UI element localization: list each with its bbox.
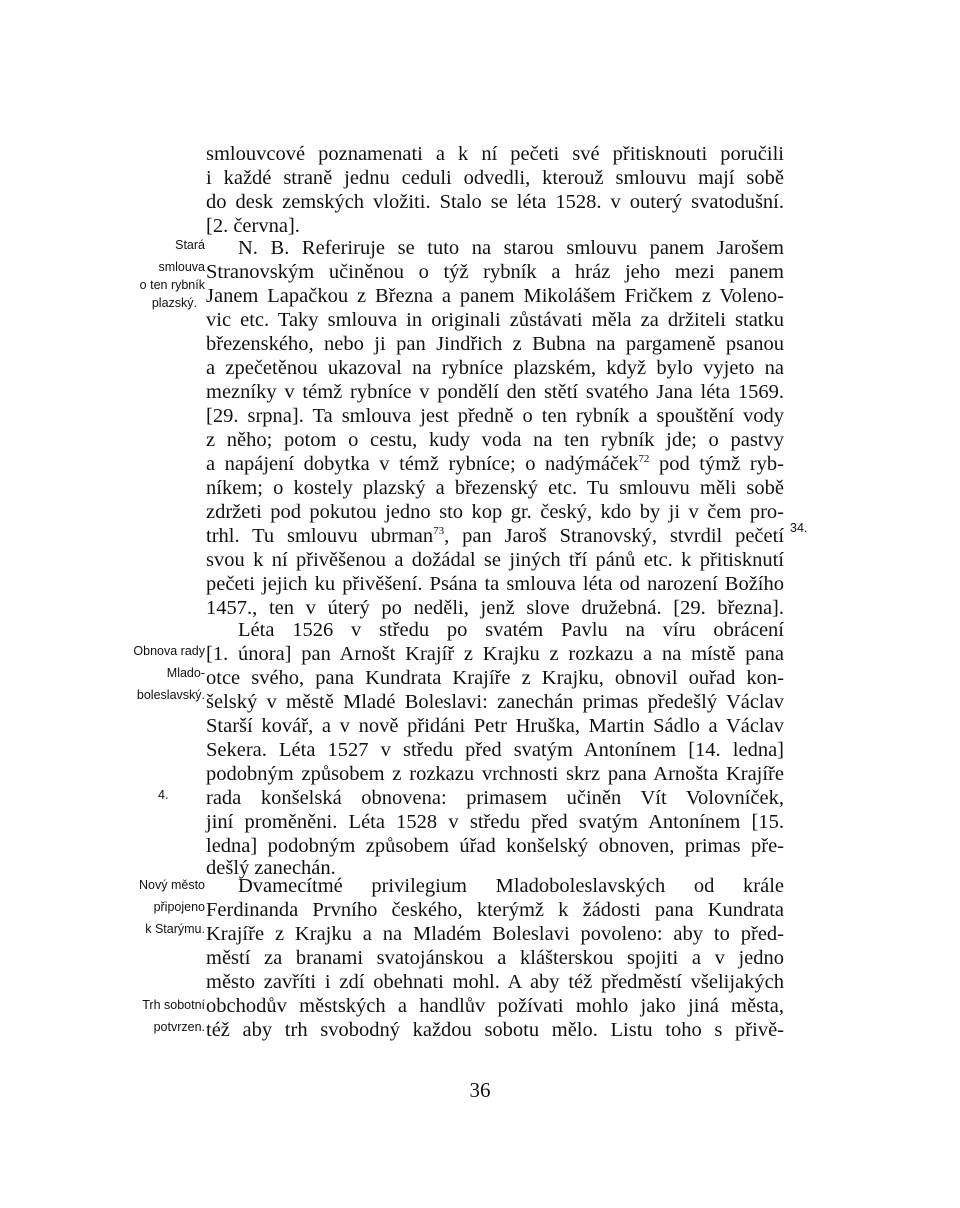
- margin-note-saturday-market: [142, 994, 205, 1038]
- text-line: níkem; o kostely plazský a březenský etc. Tu smlouvu měli sobě: [206, 477, 784, 499]
- footnote-ref-72[interactable]: 72: [638, 453, 650, 466]
- footnote-ref-73[interactable]: 73: [433, 525, 445, 538]
- text-line: Krajíře z Krajku a na Mladém Boleslavi povoleno: aby to před-: [206, 923, 784, 945]
- text-line: pečeti jejich ku přivěšení. Psána ta smlouva léta od narození Božího: [206, 573, 784, 595]
- text-line: město zavříti i zdí obehnati mohl. A aby též předměstí všelijakých: [206, 971, 784, 993]
- margin-note-line: k Starýmu.: [145, 922, 205, 936]
- text-segment: trhl. Tu smlouvu ubrman: [206, 525, 434, 547]
- margin-note-line: boleslavský.: [136, 688, 205, 702]
- text-line: březenského, nebo ji pan Jindřich z Bubna na pargameně psanou: [206, 333, 784, 355]
- text-line: z něho; potom o cestu, kudy voda na ten rybník jde; o pastvy: [206, 429, 784, 451]
- text-line: zdržeti pod pokutou jedno sto kop gr. český, kdo by ji v čem pro-: [206, 501, 784, 523]
- margin-note-line: potvrzen.: [153, 1020, 205, 1034]
- margin-note-line: připojeno: [153, 900, 205, 914]
- margin-number-right: 34.: [790, 521, 808, 535]
- text-segment: , pan Jaroš Stranovský, stvrdil pečetí: [444, 525, 785, 547]
- margin-note-line: smlouva: [158, 260, 205, 274]
- text-line: ledna] podobným způsobem úřad konšelský obnoven, primas pře-: [206, 835, 784, 857]
- margin-note-line: o ten rybník: [139, 278, 205, 292]
- page-number: 36: [469, 1078, 491, 1102]
- text-line: N. B. Referiruje se tuto na starou smlouvu panem Jarošem: [238, 237, 784, 259]
- text-line: Dvamecítmé privilegium Mladoboleslavských od krále: [238, 875, 784, 897]
- text-line: jiní proměněni. Léta 1528 v středu před svatým Antonínem [15.: [206, 811, 784, 833]
- margin-note-council-renewal: [133, 640, 205, 706]
- text-line: Léta 1526 v středu po svatém Pavlu na víru obrácení: [238, 619, 784, 641]
- text-line: rada konšelská obnovena: primasem učiněn Vít Volovníček,: [206, 787, 784, 809]
- text-line: městí za branami svatojánskou a klášterskou spojiti a v jedno: [206, 947, 784, 969]
- text-line: též aby trh svobodný každou sobotu mělo. Listu toho s přivě-: [206, 1019, 784, 1041]
- text-line-with-footnote: [206, 452, 784, 476]
- text-line: šelský v městě Mladé Boleslavi: zanechán primas předešlý Václav: [206, 691, 784, 713]
- text-line: 1457., ten v úterý po neděli, jenž slove družebná. [29. března].: [206, 597, 784, 619]
- text-segment: a napájení dobytka v témž rybníce; o nadýmáček: [206, 453, 639, 475]
- margin-note-line: Trh sobotní: [142, 998, 205, 1012]
- text-line: Ferdinanda Prvního českého, kterýmž k žádosti pana Kundrata: [206, 899, 784, 921]
- text-line: podobným způsobem z rozkazu vrchnosti skrz pana Arnošta Krajíře: [206, 763, 784, 785]
- text-line: smlouvcové poznamenati a k ní pečeti své přitisknouti poručili: [206, 143, 784, 165]
- text-line: obchodův městských a handlův požívati mohlo jako jiná města,: [206, 995, 784, 1017]
- text-line: [2. června].: [206, 215, 300, 237]
- text-line: vic etc. Taky smlouva in originali zůstávati měla za držiteli statku: [206, 309, 784, 331]
- margin-note-line: Stará: [175, 238, 205, 252]
- text-line: Janem Lapačkou z Března a panem Mikolášem Fričkem z Voleno-: [206, 285, 784, 307]
- text-line: mezníky v témž rybníce v pondělí den stětí svatého Jana léta 1569.: [206, 381, 784, 403]
- text-line: otce svého, pana Kundrata Krajíře z Krajku, obnovil ouřad kon-: [206, 667, 784, 689]
- text-line-with-footnote: [206, 524, 784, 548]
- text-line: i každé straně jednu ceduli odvedli, kterouž smlouvu mají sobě: [206, 167, 784, 189]
- text-line: Sekera. Léta 1527 v středu před svatým Antonínem [14. ledna]: [206, 739, 784, 761]
- margin-note-line: Nový město: [139, 878, 205, 892]
- text-line: dešlý zanechán.: [206, 857, 336, 879]
- text-line: svou k ní přivěšenou a dožádal se jiných tří pánů etc. k přitisknutí: [206, 549, 784, 571]
- margin-note-line: Obnova rady: [133, 644, 205, 658]
- margin-note-old-contract: [140, 234, 205, 314]
- text-line: Stranovským učiněnou o týž rybník a hráz jeho mezi panem: [206, 261, 784, 283]
- margin-number-left: 4.: [158, 788, 169, 802]
- text-line: [29. srpna]. Ta smlouva jest předně o ten rybník a spouštění vody: [206, 405, 784, 427]
- margin-note-line: plazský.: [151, 296, 197, 310]
- margin-note-new-town: [139, 874, 205, 940]
- text-segment: pod týmž ryb-: [649, 453, 784, 475]
- margin-note-line: Mlado-: [166, 666, 205, 680]
- text-line: a zpečetěnou ukazoval na rybníce plazském, když bylo vyjeto na: [206, 357, 784, 379]
- text-line: do desk zemských vložiti. Stalo se léta 1528. v outerý svatodušní.: [206, 191, 784, 213]
- text-line: Starší kovář, a v nově přidáni Petr Hruška, Martin Sádlo a Václav: [206, 715, 784, 737]
- text-line: [1. února] pan Arnošt Krajíř z Krajku z rozkazu a na místě pana: [206, 643, 784, 665]
